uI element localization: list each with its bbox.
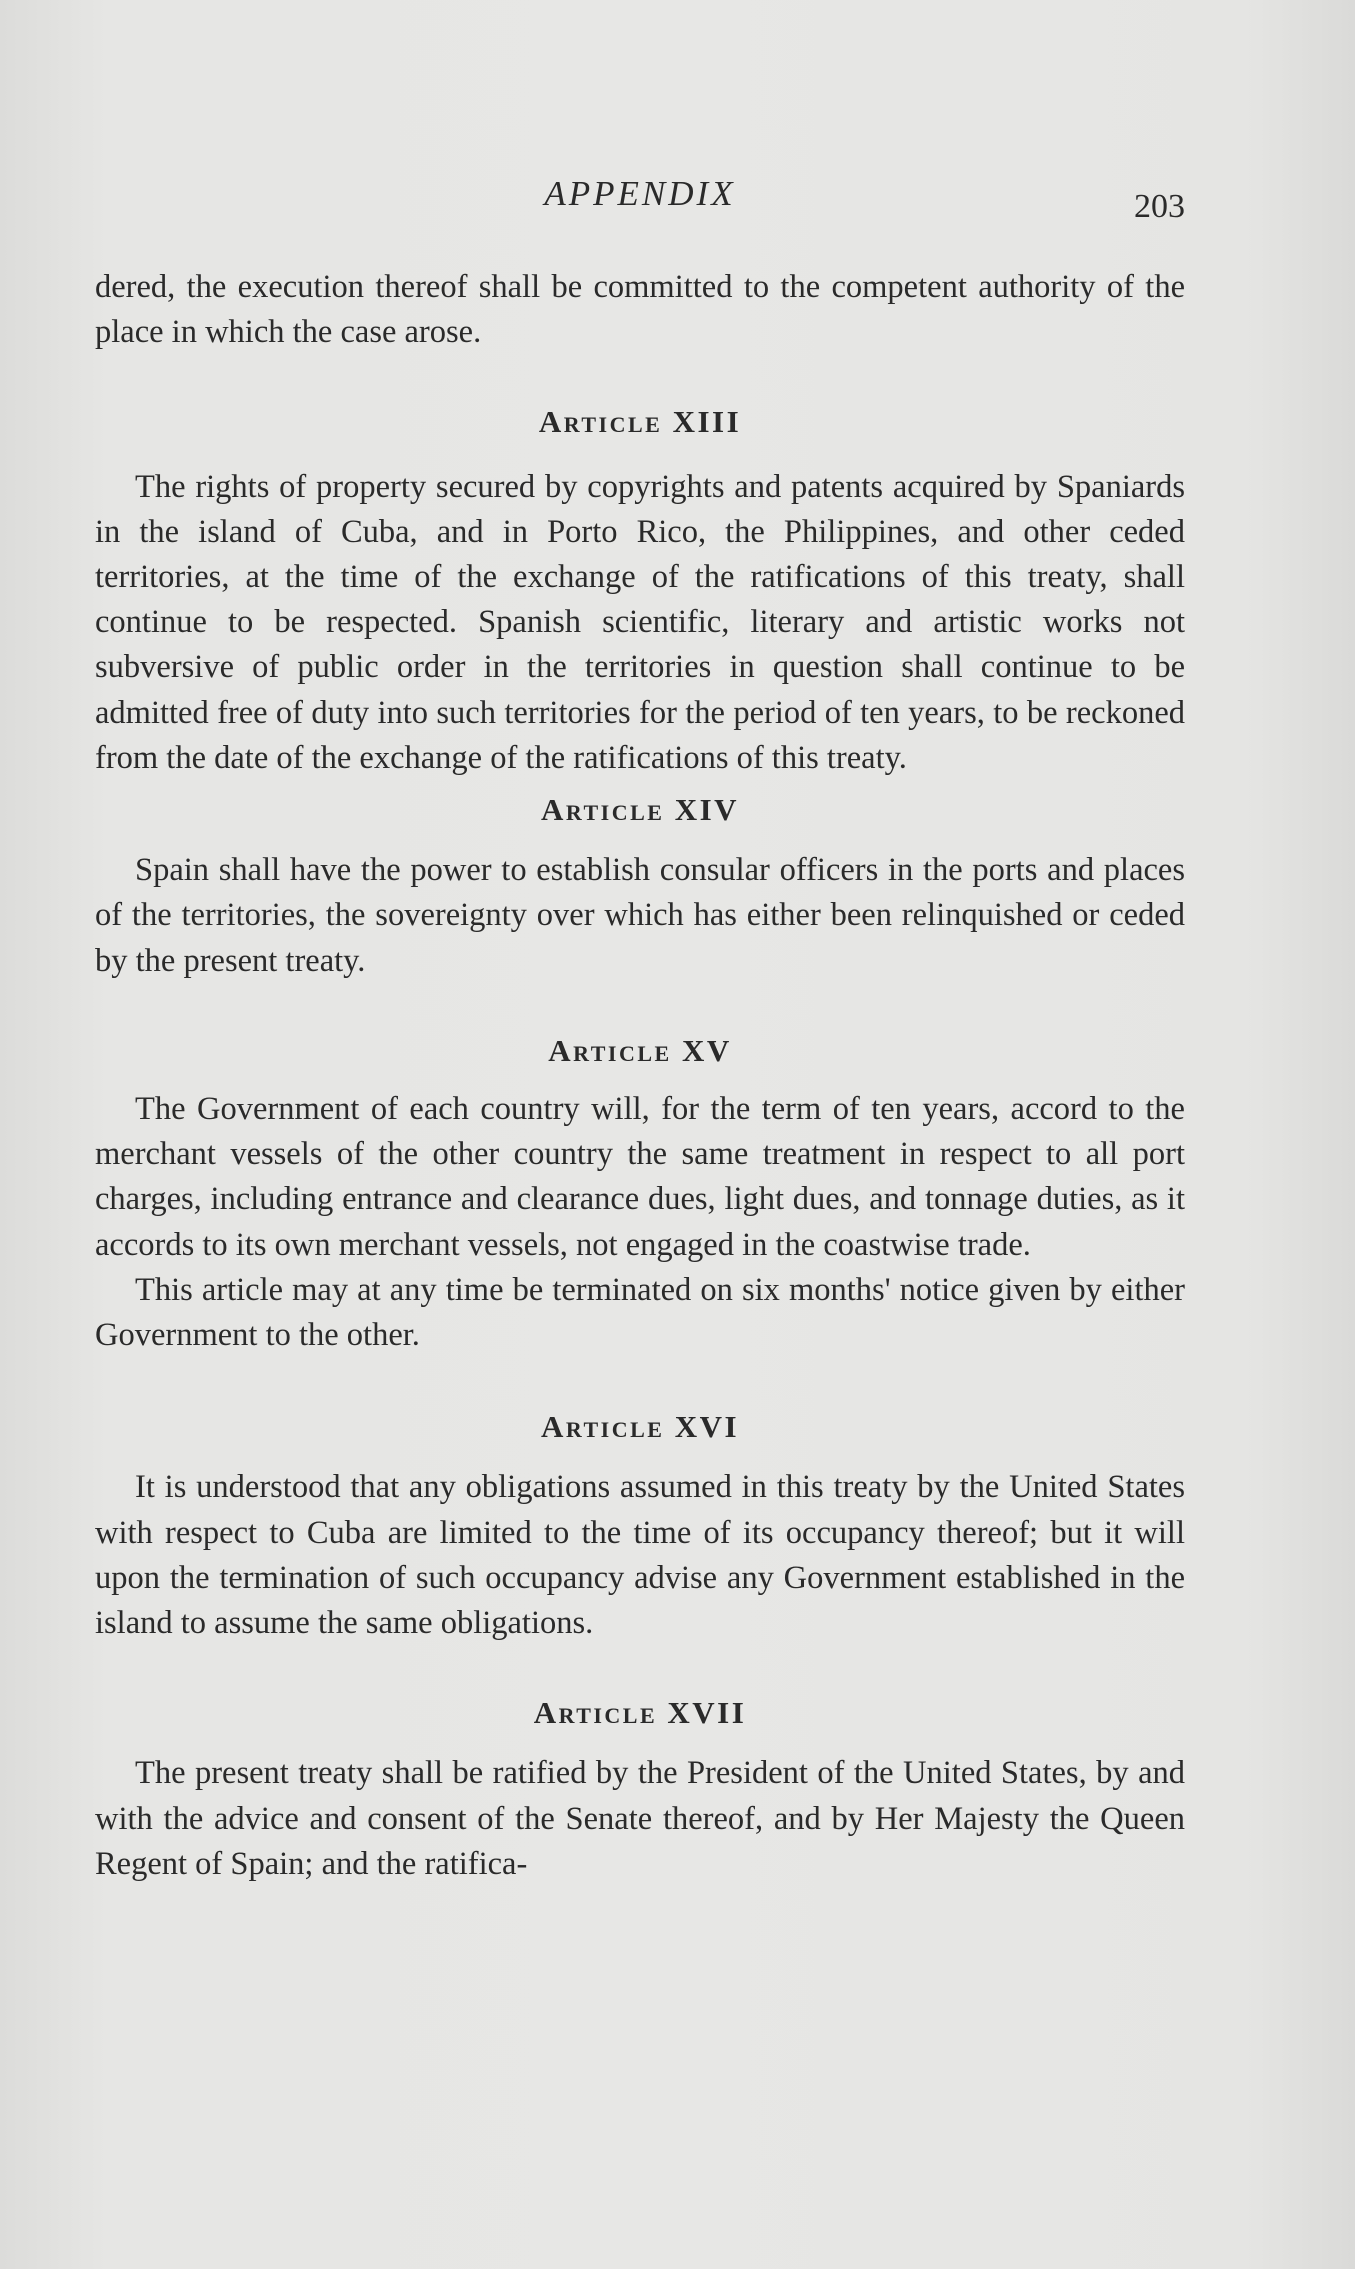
article-xvii-text: The present treaty shall be ratified by the President of the United States, by and with the advice and consent of the Senate thereof, and by Her Majesty the Queen Regent of Spain; and the ratifica-	[95, 1755, 1185, 1882]
article-xvi-text: It is understood that any obligations assumed in this treaty by the United States with respect to Cuba are limited to the time of its occupancy thereof; but it will upon the termination of such occupancy advise any Government established in the island to assume the same obligations.	[95, 1469, 1185, 1642]
article-xiv-text: Spain shall have the power to establish consular officers in the ports and places of the territories, the sovereignty over which has either been relinquished or ceded by the present treaty.	[95, 852, 1185, 979]
article-xv-text-2: This article may at any time be terminated on six months' notice given by either Government to the other.	[95, 1271, 1185, 1354]
running-title: APPENDIX	[544, 174, 736, 213]
article-xiii-heading: Article XIII	[538, 404, 742, 440]
continuation-paragraph: dered, the execution thereof shall be committed to the competent authority of the place in which the case arose.	[95, 269, 1185, 351]
article-xv-heading: Article XV	[548, 1032, 732, 1068]
article-xiii-text: The rights of property secured by copyrights and patents acquired by Spaniards in the island of Cuba, and in Porto Rico, the Philippines, and other ceded territories, at the time of the exchange of the ratifications of this treaty, shall continue to be respected. Spanish scientific, literary and artistic works not subversive of public order in the territories in question shall continue to be admitted free of duty into such territories for the period of ten years, to be reckoned from the date of the exchange of the ratifications of this treaty.	[95, 468, 1185, 776]
article-xv-text-1: The Government of each country will, for the term of ten years, accord to the merchant vessels of the other country the same treatment in respect to all port charges, including entrance and clearance dues, light dues, and tonnage duties, as it accords to its own merchant vessels, not engaged in the coastwise trade.	[95, 1091, 1185, 1263]
page-number: 203	[1134, 188, 1185, 225]
article-xvii-heading: Article XVII	[533, 1695, 747, 1731]
article-xvi-heading: Article XVI	[540, 1409, 740, 1445]
page-body	[95, 265, 1185, 1887]
running-head	[95, 168, 1185, 228]
article-xiv-heading: Article XIV	[540, 792, 740, 828]
